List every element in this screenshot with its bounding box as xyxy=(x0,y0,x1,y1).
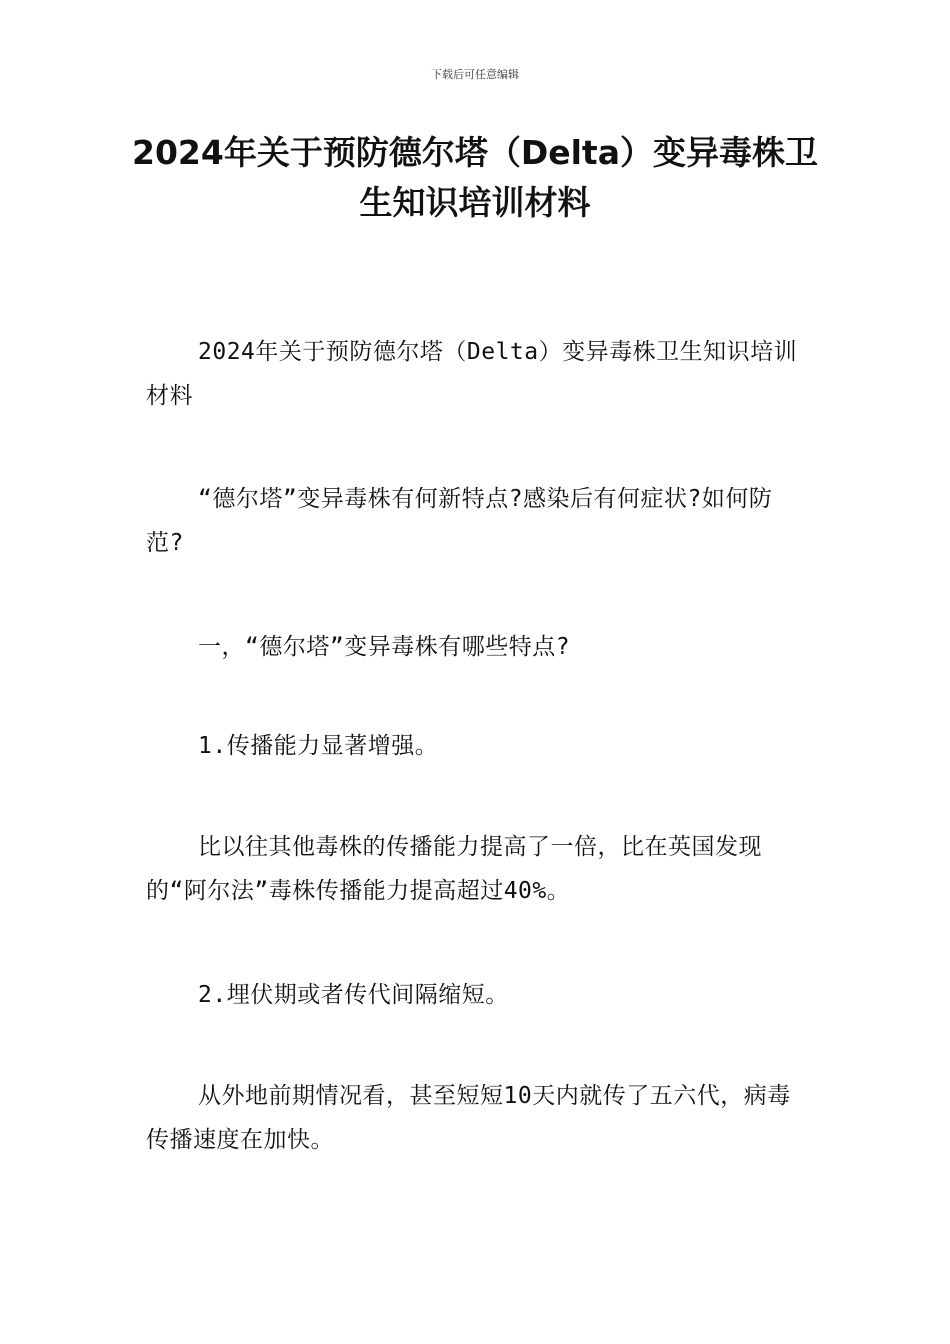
point-2-heading: 2.埋伏期或者传代间隔缩短。 xyxy=(198,982,509,1008)
paragraph-questions: “德尔塔”变异毒株有何新特点?感染后有何症状?如何防范? xyxy=(146,486,773,556)
document-title: 2024年关于预防德尔塔（Delta）变异毒株卫生知识培训材料 xyxy=(132,133,818,222)
section-heading-features: 一，“德尔塔”变异毒株有哪些特点? xyxy=(198,634,571,660)
point-1-heading: 1.传播能力显著增强。 xyxy=(198,733,439,759)
point-2-detail: 从外地前期情况看，甚至短短10天内就传了五六代，病毒传播速度在加快。 xyxy=(146,1083,791,1153)
point-1-detail: 比以往其他毒株的传播能力提高了一倍，比在英国发现的“阿尔法”毒株传播能力提高超过40%。 xyxy=(146,834,762,904)
paragraph-intro-title: 2024年关于预防德尔塔（Delta）变异毒株卫生知识培训材料 xyxy=(146,339,798,409)
header-note: 下载后可任意编辑 xyxy=(431,68,519,81)
